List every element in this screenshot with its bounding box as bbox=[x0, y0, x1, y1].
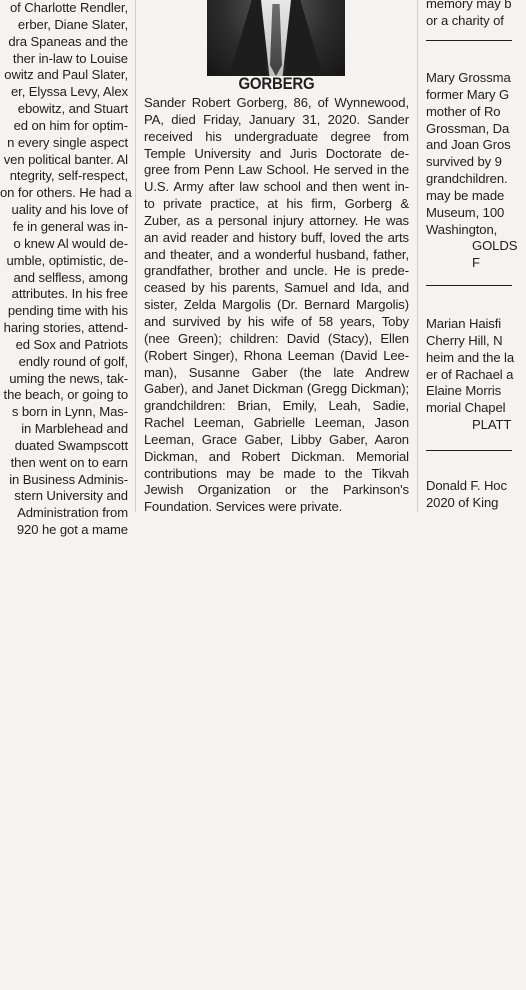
text-line: sister, Zelda Margolis (Dr. Bernard Margolis) bbox=[144, 297, 409, 313]
text-line: and selfless, among bbox=[13, 269, 128, 285]
text-line: grandchildren: Brian, Emily, Leah, Sadie, bbox=[144, 398, 409, 414]
text-line: ed Sox and Patriots bbox=[15, 336, 128, 352]
text-line: memory may b bbox=[426, 0, 512, 11]
text-line: ntegrity, self-respect, bbox=[9, 168, 128, 184]
text-line: er of Rachael a bbox=[426, 366, 514, 382]
text-line: Dickman, and Robert Dickman. Memorial bbox=[144, 448, 409, 464]
obituary-name-heading: GORBERG bbox=[238, 74, 315, 93]
text-line: F bbox=[472, 255, 480, 271]
text-line: umble, optimistic, de- bbox=[6, 252, 128, 268]
text-line: o knew Al would de- bbox=[13, 235, 128, 251]
text-line: U.S. Army after law school and then went in- bbox=[144, 179, 409, 195]
text-line: Leeman, Grace Gaber, Libby Gaber, Aaron bbox=[144, 431, 409, 447]
text-line: 920 he got a mame bbox=[16, 522, 128, 538]
text-line: Cherry Hill, N bbox=[426, 332, 503, 348]
text-line: morial Chapel bbox=[426, 400, 506, 416]
text-line: Zuber, as a personal injury attorney. He was bbox=[144, 212, 409, 228]
text-line: PA, died Friday, January 31, 2020. Sander bbox=[144, 111, 409, 127]
text-line: contributions may be made to the Tikvah bbox=[144, 465, 409, 481]
text-line: Grossman, Da bbox=[426, 120, 510, 136]
separator-rule bbox=[426, 285, 512, 286]
text-line: received his undergraduate degree from bbox=[144, 128, 409, 144]
text-line: dra Spaneas and the bbox=[8, 33, 128, 49]
separator-rule bbox=[426, 40, 512, 41]
text-line: pending time with his bbox=[7, 303, 128, 319]
column-divider-left bbox=[135, 0, 136, 512]
text-line: fe in general was in- bbox=[12, 218, 128, 234]
text-line: Mary Grossma bbox=[426, 70, 511, 85]
text-line: man), Susanne Gaber (the late Andrew bbox=[144, 364, 409, 380]
text-line: Elaine Morris bbox=[426, 383, 502, 399]
text-line: ven political banter. Al bbox=[3, 151, 128, 167]
text-line: ther in-law to Louise bbox=[12, 50, 128, 66]
left-obituary-column bbox=[0, 0, 132, 538]
text-line: survived by 9 bbox=[426, 154, 502, 170]
text-line: Foundation. Services were private. bbox=[144, 499, 343, 515]
text-line: ceased by his parents, Samuel and Ida, and bbox=[144, 280, 409, 296]
text-line: uality and his love of bbox=[11, 202, 128, 218]
text-line: s born in Lynn, Mas- bbox=[11, 404, 128, 420]
text-line: grandfather, brother and uncle. He is prede- bbox=[144, 263, 409, 279]
text-line: 2020 of King bbox=[426, 494, 499, 510]
text-line: mother of Ro bbox=[426, 103, 501, 119]
text-line: and Joan Gros bbox=[426, 137, 511, 153]
text-line: ed on him for optim- bbox=[13, 117, 128, 133]
text-line: haring stories, attend- bbox=[3, 320, 128, 336]
text-line: in Marblehead and bbox=[21, 421, 128, 437]
text-line: and survived by his wife of 58 years, Toby bbox=[144, 313, 409, 329]
text-line: Gaber), and Janet Dickman (Gregg Dickman); bbox=[144, 381, 409, 397]
text-line: former Mary G bbox=[426, 86, 510, 102]
text-line: in Business Adminis- bbox=[9, 471, 128, 487]
text-line: then went on to earn bbox=[10, 454, 128, 470]
text-line: the beach, or going to bbox=[3, 387, 128, 403]
text-line: attributes. In his free bbox=[11, 286, 128, 302]
text-line: (Robert Singer), Rhona Leeman (David Lee- bbox=[144, 347, 409, 363]
text-line: owitz and Paul Slater, bbox=[4, 67, 128, 83]
obituary-body bbox=[144, 95, 409, 607]
text-line: Sander Robert Gorberg, 86, of Wynnewood, bbox=[144, 95, 409, 110]
text-line: endly round of golf, bbox=[18, 353, 128, 369]
text-line: Administration from bbox=[17, 505, 128, 521]
text-line: an avid reader and history buff, loved the arts bbox=[144, 229, 409, 245]
text-line: on for others. He had a bbox=[0, 185, 132, 201]
text-line: erber, Diane Slater, bbox=[17, 16, 128, 32]
separator-rule bbox=[426, 450, 512, 451]
text-line: ebowitz, and Stuart bbox=[17, 101, 128, 117]
right-top-snippet bbox=[426, 0, 526, 30]
text-line: duated Swampscott bbox=[14, 437, 128, 453]
text-line: Museum, 100 bbox=[426, 204, 505, 220]
text-line: stern University and bbox=[14, 488, 128, 504]
text-line: Jewish Organization or the Parkinson's bbox=[144, 482, 409, 498]
text-line: Temple University and Juris Doctorate de- bbox=[144, 145, 409, 161]
text-line: GOLDS bbox=[472, 238, 518, 254]
text-line: PLATT bbox=[472, 417, 512, 433]
text-line: Donald F. Hoc bbox=[426, 478, 507, 493]
text-line: heim and the la bbox=[426, 349, 515, 365]
obituary-portrait-photo bbox=[207, 0, 345, 76]
hoc-notice bbox=[426, 478, 526, 990]
text-line: may be made bbox=[426, 187, 505, 203]
text-line: to private practice, at his firm, Gorberg & bbox=[144, 196, 409, 212]
text-line: uming the news, tak- bbox=[9, 370, 128, 386]
text-line: Marian Haisfi bbox=[426, 316, 502, 331]
text-line: (nee Green); children: David (Stacy), Ellen bbox=[144, 330, 409, 346]
text-line: Washington, bbox=[426, 221, 498, 237]
text-line: gree from Penn Law School. He served in the bbox=[144, 162, 409, 178]
text-line: of Charlotte Rendler, bbox=[10, 0, 128, 15]
text-line: er, Elyssa Levy, Alex bbox=[10, 84, 128, 100]
text-line: n every single aspect bbox=[7, 134, 128, 150]
text-line: grandchildren. bbox=[426, 171, 508, 187]
text-line: or a charity of bbox=[426, 12, 504, 28]
text-line: and theater, and a wonderful husband, father, bbox=[144, 246, 409, 262]
column-divider-right bbox=[417, 0, 418, 512]
text-line: Rachel Leeman, Gabrielle Leeman, Jason bbox=[144, 415, 409, 431]
